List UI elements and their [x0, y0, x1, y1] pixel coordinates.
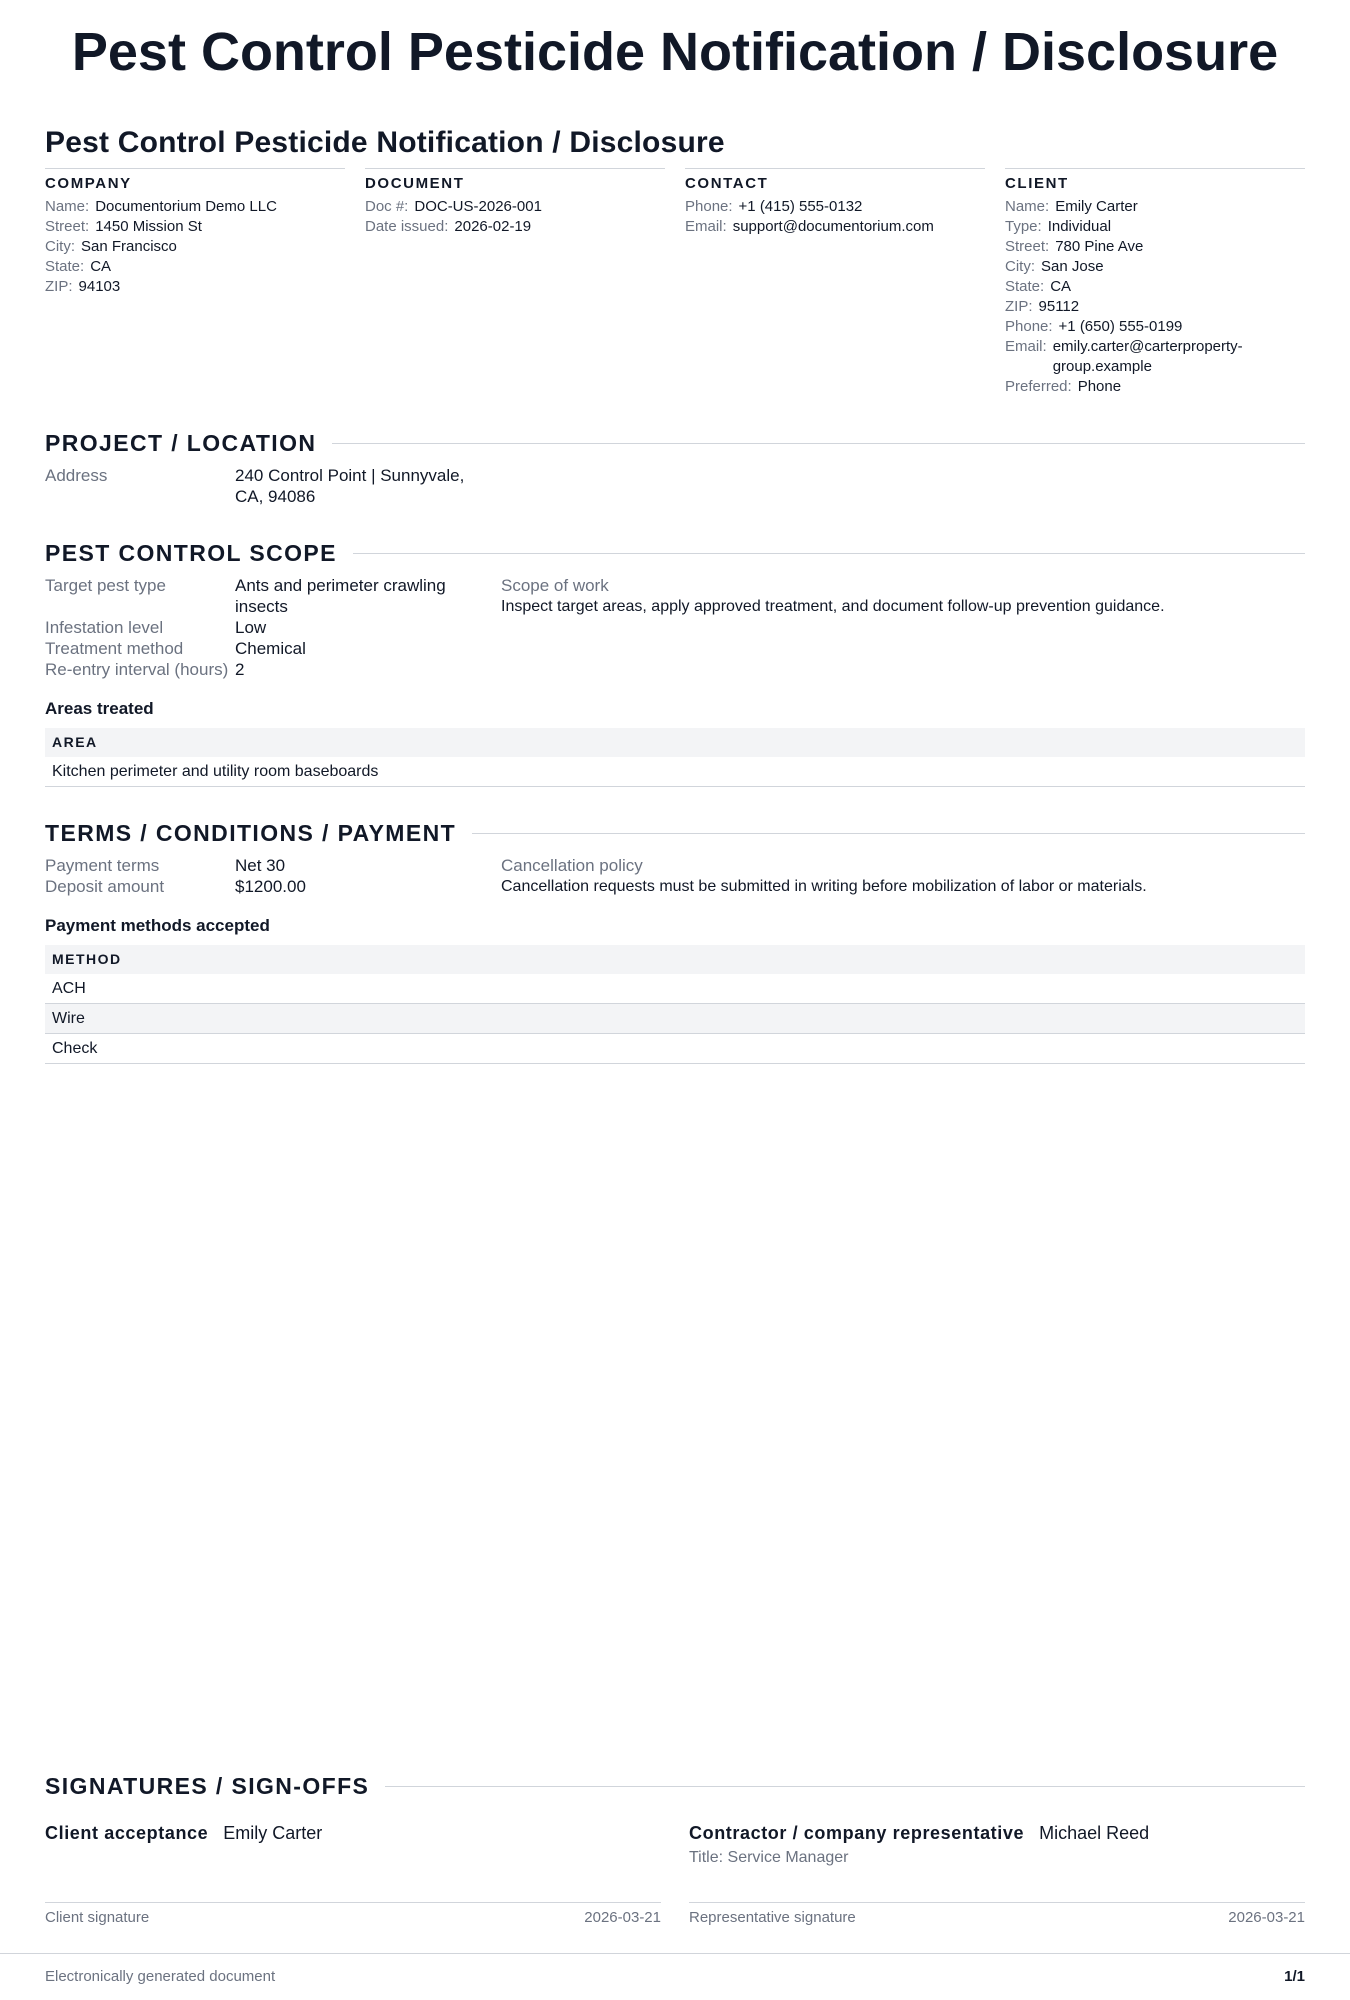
- field-label: Treatment method: [45, 639, 184, 658]
- scope-field: [45, 659, 501, 680]
- field-label: Target pest type: [45, 576, 166, 595]
- client-field: [1005, 297, 1305, 317]
- page-footer: [0, 1953, 1350, 1985]
- company-field: [45, 197, 345, 217]
- rep-signer-name: Michael Reed: [1039, 1823, 1150, 1843]
- field-label: Payment terms: [45, 856, 160, 875]
- field-value: Individual: [1047, 218, 1112, 235]
- field-value: support@documentorium.com: [732, 218, 934, 235]
- company-field: [45, 257, 345, 277]
- divider: [332, 443, 1305, 444]
- client-title-spacer: [45, 1848, 661, 1868]
- terms-field: [45, 855, 501, 876]
- contact-heading: CONTACT: [685, 175, 769, 192]
- areas-column-header: AREA: [45, 728, 1305, 757]
- table-row: [45, 1004, 1305, 1034]
- field-label: City:: [45, 238, 75, 255]
- field-value: 95112: [1038, 298, 1080, 315]
- scope-field: [45, 575, 501, 617]
- field-label: Street:: [1005, 238, 1050, 255]
- field-value: 1450 Mission St: [95, 218, 202, 235]
- section-heading: PROJECT / LOCATION: [45, 430, 317, 456]
- method-cell: Check: [45, 1034, 1305, 1064]
- field-value: 780 Pine Ave: [1055, 238, 1144, 255]
- field-value: +1 (415) 555-0132: [738, 198, 863, 215]
- cancellation-text: Cancellation requests must be submitted in writing before mobilization of labor or materials.: [501, 878, 1147, 895]
- methods-column-header: METHOD: [45, 945, 1305, 974]
- table-row: [45, 974, 1305, 1004]
- rep-title: Title: Service Manager: [689, 1849, 849, 1866]
- field-value: Ants and perimeter crawling insects: [235, 576, 446, 616]
- field-label: Deposit amount: [45, 877, 165, 896]
- client-block: [1005, 168, 1305, 397]
- field-value: Low: [235, 618, 267, 637]
- field-label: Infestation level: [45, 618, 164, 637]
- signature-date: 2026-03-21: [1228, 1909, 1305, 1926]
- document-heading: DOCUMENT: [365, 175, 465, 192]
- section-heading: SIGNATURES / SIGN-OFFS: [45, 1773, 370, 1799]
- client-field: [1005, 277, 1305, 297]
- areas-table: [45, 728, 1305, 787]
- terms-field: [45, 876, 501, 897]
- section-project-location: [45, 429, 1305, 457]
- section-heading: PEST CONTROL SCOPE: [45, 540, 337, 566]
- scope-body: [45, 575, 1305, 680]
- table-row: [45, 1034, 1305, 1064]
- field-label: ZIP:: [45, 278, 73, 295]
- scope-of-work-text: Inspect target areas, apply approved treatment, and document follow-up prevention guidance.: [501, 598, 1165, 615]
- field-label: Email:: [1005, 338, 1047, 355]
- field-value: 94103: [78, 278, 121, 295]
- field-value: Emily Carter: [1055, 198, 1138, 215]
- field-label: Phone:: [685, 198, 733, 215]
- method-cell: ACH: [45, 974, 1305, 1004]
- cancellation-label: Cancellation policy: [501, 856, 643, 875]
- contact-field: [685, 217, 985, 237]
- field-label: Re-entry interval (hours): [45, 660, 229, 679]
- section-terms: [45, 819, 1305, 847]
- client-field: [1005, 257, 1305, 277]
- areas-treated-heading: Areas treated: [45, 699, 154, 718]
- field-value: Chemical: [235, 639, 306, 658]
- field-value: 2026-02-19: [454, 218, 532, 235]
- address-row: [45, 465, 501, 507]
- project-fields: [45, 465, 501, 507]
- client-role: Client acceptance: [45, 1823, 209, 1843]
- rep-role: Contractor / company representative: [689, 1823, 1025, 1843]
- client-signer-name: Emily Carter: [223, 1823, 323, 1843]
- contact-field: [685, 197, 985, 217]
- rep-signature-block: [689, 1822, 1305, 1926]
- client-field: [1005, 337, 1305, 377]
- field-value: San Jose: [1041, 258, 1104, 275]
- scope-field: [45, 617, 501, 638]
- page-number: 1/1: [1284, 1968, 1305, 1985]
- document-block: [365, 168, 665, 397]
- client-signer: [45, 1822, 661, 1844]
- field-value: DOC-US-2026-001: [414, 198, 542, 215]
- section-pest-control-scope: [45, 539, 1305, 567]
- field-label: Type:: [1005, 218, 1042, 235]
- document-title: Pest Control Pesticide Notification / Disclosure: [45, 126, 725, 159]
- field-label: Doc #:: [365, 198, 409, 215]
- field-label: Email:: [685, 218, 727, 235]
- divider: [472, 833, 1305, 834]
- method-cell: Wire: [45, 1004, 1305, 1034]
- payment-methods-table: [45, 945, 1305, 1064]
- company-field: [45, 237, 345, 257]
- divider: [385, 1786, 1305, 1787]
- document-page: [45, 0, 1305, 2000]
- rep-signer: [689, 1822, 1305, 1844]
- project-body: [45, 465, 1305, 507]
- terms-body: [45, 855, 1305, 897]
- field-label: State:: [1005, 278, 1045, 295]
- field-label: Name:: [1005, 198, 1050, 215]
- document-field: [365, 217, 665, 237]
- field-value: San Francisco: [81, 238, 177, 255]
- field-value: emily.carter@carterproperty-group.example: [1052, 338, 1243, 375]
- field-value: Documentorium Demo LLC: [95, 198, 277, 215]
- client-field: [1005, 237, 1305, 257]
- field-label: Street:: [45, 218, 90, 235]
- field-label: Address: [45, 466, 108, 485]
- company-field: [45, 217, 345, 237]
- client-field: [1005, 217, 1305, 237]
- cancellation-policy: [501, 855, 1305, 897]
- client-field: [1005, 377, 1305, 397]
- signature-label: Client signature: [45, 1909, 150, 1926]
- terms-fields: [45, 855, 501, 897]
- field-value: +1 (650) 555-0199: [1058, 318, 1183, 335]
- scope-of-work-label: Scope of work: [501, 576, 609, 595]
- contact-block: [685, 168, 985, 397]
- payment-methods-heading: Payment methods accepted: [45, 916, 270, 935]
- field-value: Phone: [1077, 378, 1122, 395]
- client-field: [1005, 197, 1305, 217]
- field-label: Phone:: [1005, 318, 1053, 335]
- signature-date: 2026-03-21: [584, 1909, 661, 1926]
- footer-note: Electronically generated document: [45, 1968, 276, 1985]
- field-value: $1200.00: [235, 877, 306, 896]
- field-label: Name:: [45, 198, 90, 215]
- scope-fields: [45, 575, 501, 680]
- client-signature-block: [45, 1822, 661, 1926]
- divider: [353, 553, 1305, 554]
- table-row: [45, 757, 1305, 787]
- party-info-grid: [45, 168, 1305, 397]
- field-label: City:: [1005, 258, 1035, 275]
- scope-of-work: [501, 575, 1305, 680]
- field-label: State:: [45, 258, 85, 275]
- company-field: [45, 277, 345, 297]
- client-signature-line[interactable]: [45, 1902, 661, 1926]
- company-block: [45, 168, 345, 397]
- section-signatures: [45, 1772, 1305, 1800]
- rep-signature-line[interactable]: [689, 1902, 1305, 1926]
- field-value: CA: [90, 258, 112, 275]
- signature-row: [45, 1822, 1305, 1926]
- field-value: CA: [1050, 278, 1072, 295]
- area-cell: Kitchen perimeter and utility room baseboards: [45, 757, 1305, 787]
- document-field: [365, 197, 665, 217]
- signature-label: Representative signature: [689, 1909, 856, 1926]
- scope-field: [45, 638, 501, 659]
- field-value: Net 30: [235, 856, 286, 875]
- signatures-section: [45, 1772, 1305, 1926]
- client-field: [1005, 317, 1305, 337]
- field-label: ZIP:: [1005, 298, 1033, 315]
- company-heading: COMPANY: [45, 175, 132, 192]
- address-value: 240 Control Point | Sunnyvale, CA, 94086: [235, 466, 465, 506]
- page-title: Pest Control Pesticide Notification / Disclosure: [71, 22, 1279, 82]
- field-label: Date issued:: [365, 218, 449, 235]
- section-heading: TERMS / CONDITIONS / PAYMENT: [45, 820, 457, 846]
- field-value: 2: [235, 660, 245, 679]
- field-label: Preferred:: [1005, 378, 1072, 395]
- client-heading: CLIENT: [1005, 175, 1069, 192]
